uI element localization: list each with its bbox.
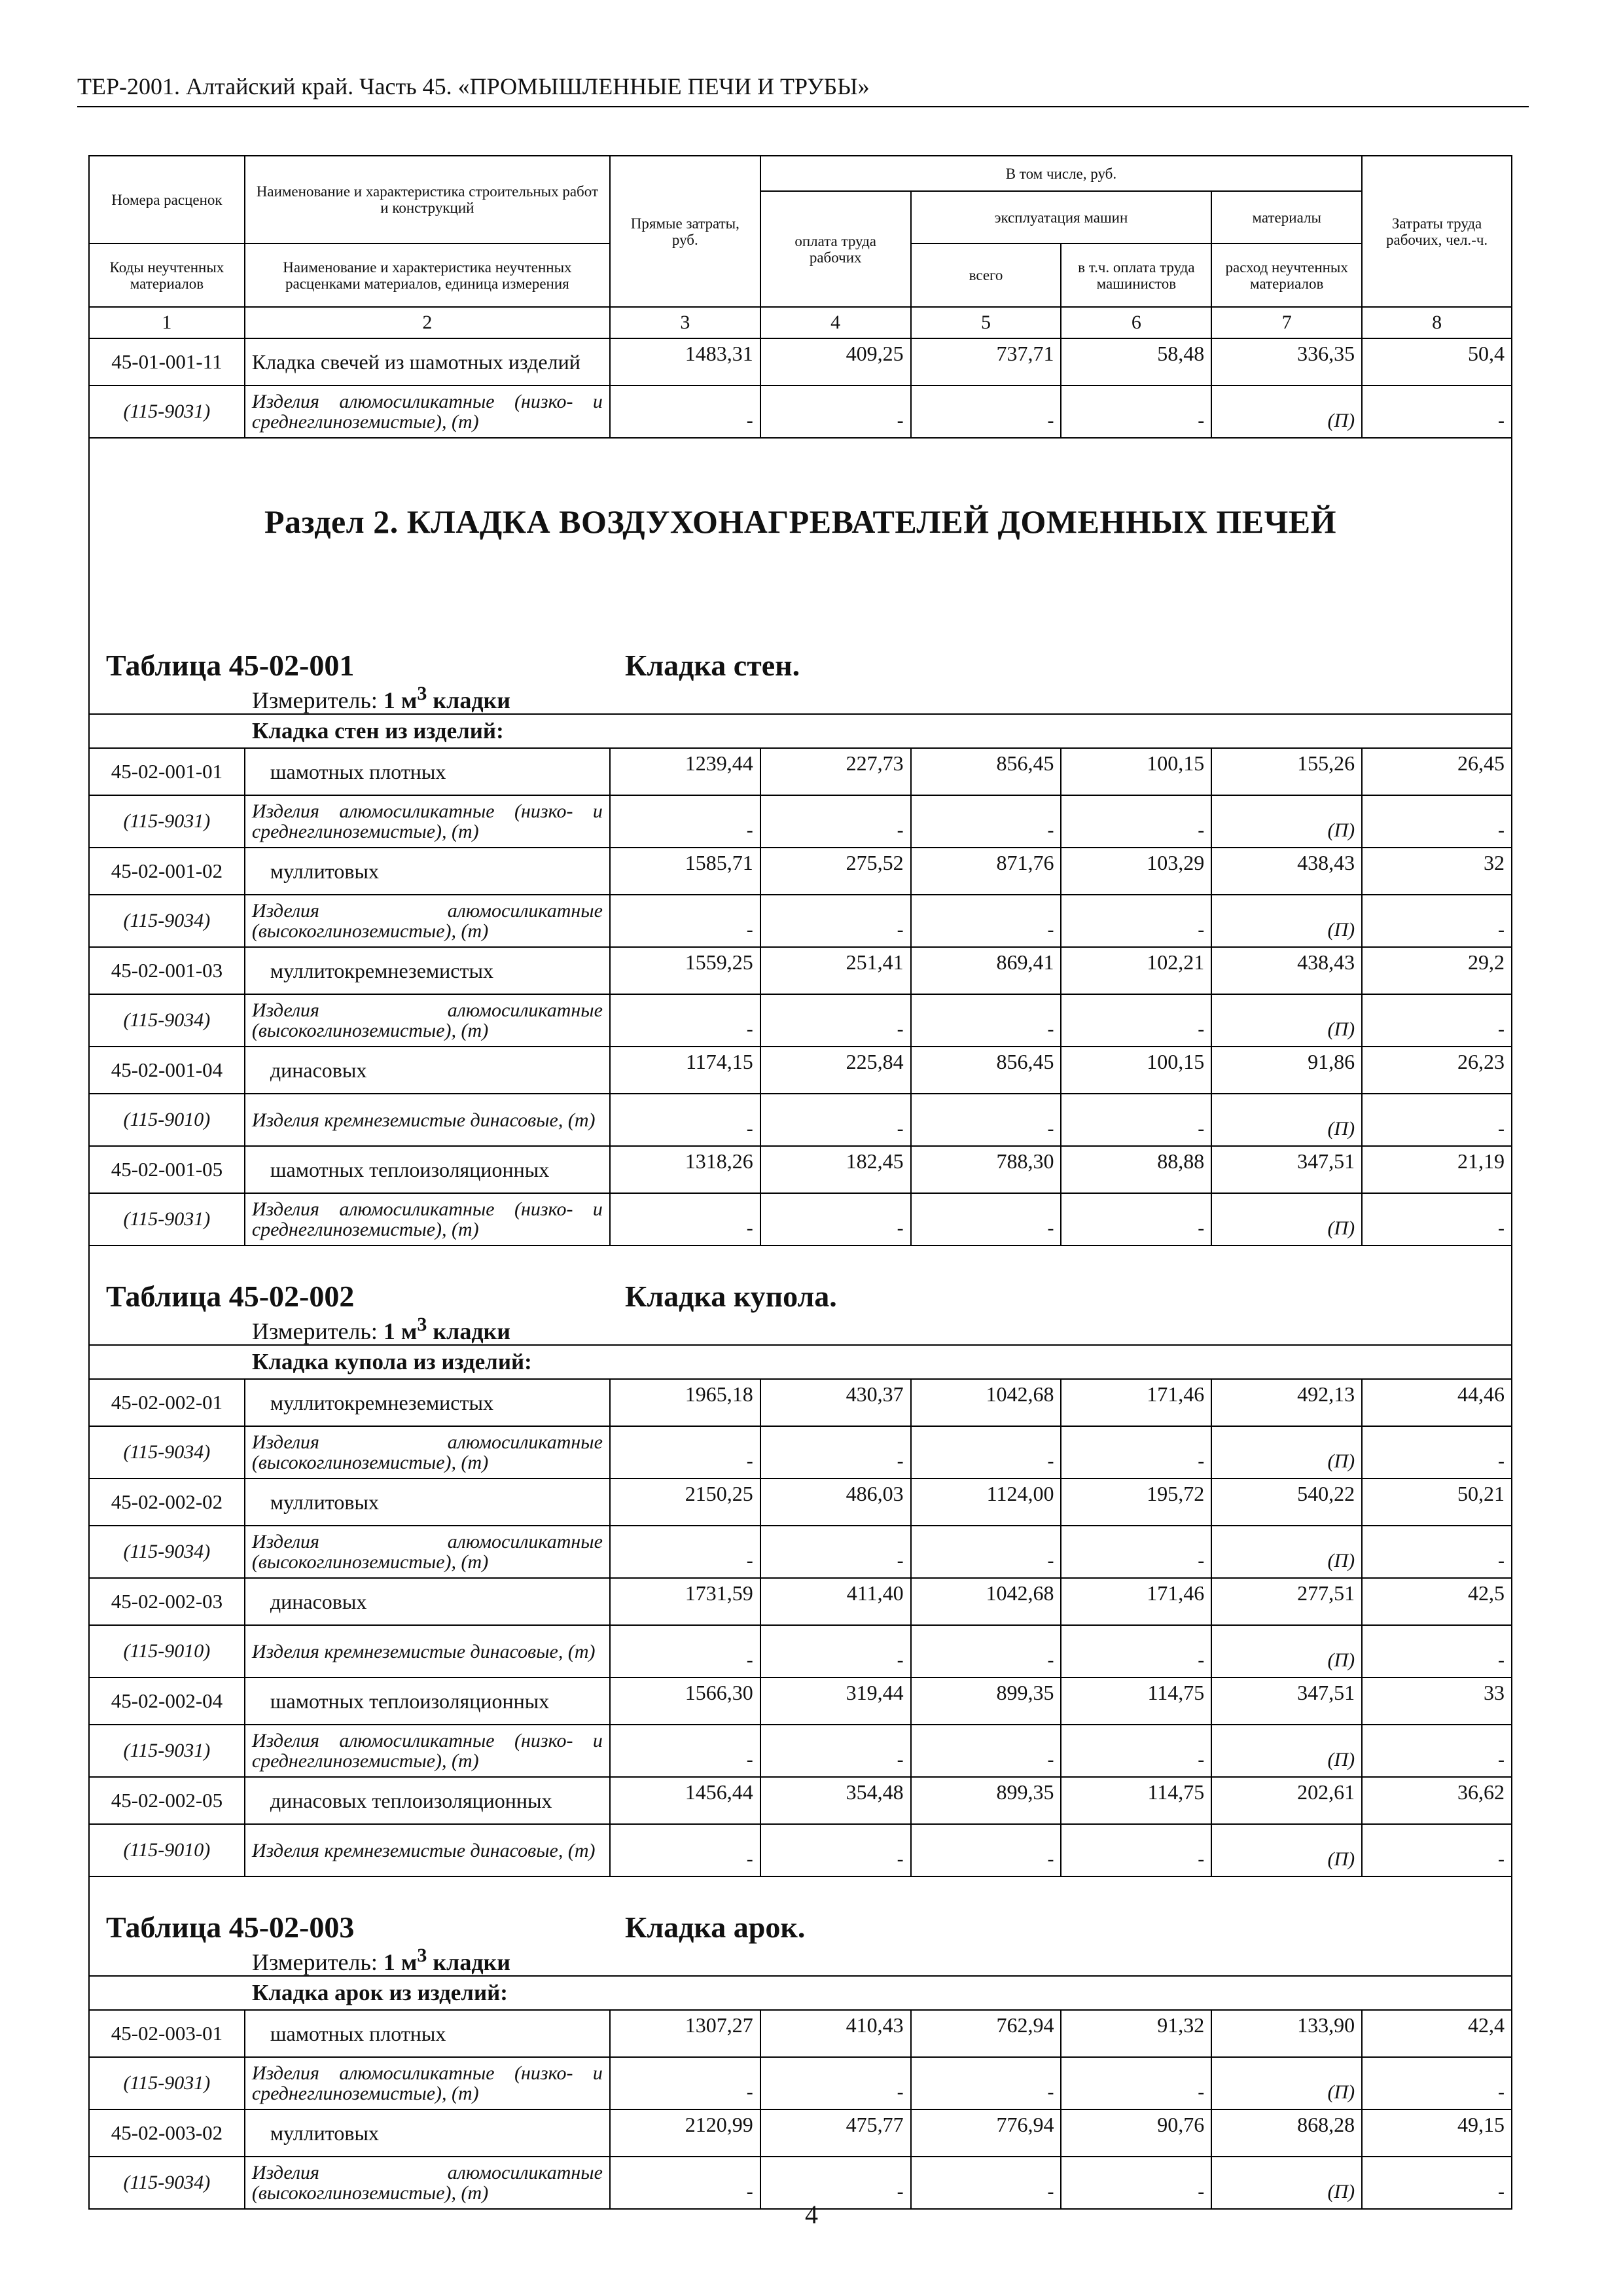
material-value: -: [911, 795, 1061, 848]
rate-code: 45-02-001-05: [89, 1146, 245, 1193]
work-name: шамотных теплоизоляционных: [245, 1677, 610, 1725]
value-machine-total: 762,94: [911, 2010, 1061, 2057]
value-machine-total: 899,35: [911, 1677, 1061, 1725]
material-value: (П): [1211, 895, 1362, 947]
material-value: -: [911, 1426, 1061, 1479]
material-value: -: [1061, 1193, 1211, 1246]
header-work-name: Наименование и характеристика строительных работ и конструкций: [245, 156, 610, 243]
table-title-row: [89, 1246, 1512, 1345]
table-row: [89, 1146, 1512, 1193]
material-code: (115-9010): [89, 1094, 245, 1146]
value-machine-total: 899,35: [911, 1777, 1061, 1824]
value-machinist-pay: 195,72: [1061, 1479, 1211, 1526]
value-materials: 347,51: [1211, 1146, 1362, 1193]
meter-superscript: 3: [417, 1945, 427, 1966]
value-machinist-pay: 171,46: [1061, 1578, 1211, 1625]
material-value: -: [1061, 1426, 1211, 1479]
work-name: муллитовых: [245, 1479, 610, 1526]
work-name: динасовых: [245, 1047, 610, 1094]
header-incl-machinist-pay: в т.ч. оплата труда машинистов: [1061, 243, 1211, 307]
rate-code: 45-02-003-02: [89, 2109, 245, 2157]
material-value: -: [1362, 895, 1512, 947]
material-code: (115-9031): [89, 1193, 245, 1246]
value-machinist-pay: 90,76: [1061, 2109, 1211, 2157]
table-title-band: [89, 438, 1512, 714]
value-labor-pay: 411,40: [760, 1578, 911, 1625]
col-number: 8: [1362, 307, 1512, 338]
value-direct-costs: 1239,44: [610, 748, 760, 795]
material-value: -: [1362, 1824, 1512, 1876]
header-unaccounted-materials: расход неучтенных материалов: [1211, 243, 1362, 307]
table-number: Таблица 45-02-003: [106, 1910, 355, 1944]
value-labor-hours: 49,15: [1362, 2109, 1512, 2157]
value-labor-pay: 475,77: [760, 2109, 911, 2157]
rate-code: 45-02-002-02: [89, 1479, 245, 1526]
material-code: (115-9010): [89, 1824, 245, 1876]
table-row: [89, 2010, 1512, 2057]
value-machinist-pay: 114,75: [1061, 1777, 1211, 1824]
value-labor-pay: 275,52: [760, 848, 911, 895]
value-machine-total: 1042,68: [911, 1578, 1061, 1625]
section-title: Раздел 2. КЛАДКА ВОЗДУХОНАГРЕВАТЕЛЕЙ ДОМЕННЫХ ПЕЧЕЙ: [264, 503, 1337, 540]
value-materials: 438,43: [1211, 947, 1362, 994]
table-title-row: [89, 1876, 1512, 1976]
rate-code: 45-02-003-01: [89, 2010, 245, 2057]
value-labor-pay: 319,44: [760, 1677, 911, 1725]
value-direct-costs: 1585,71: [610, 848, 760, 895]
value-labor-hours: 26,23: [1362, 1047, 1512, 1094]
material-value: -: [1061, 795, 1211, 848]
group-row: [89, 1345, 1512, 1379]
rate-code: 45-02-002-04: [89, 1677, 245, 1725]
value-machinist-pay: 100,15: [1061, 1047, 1211, 1094]
col-number: 2: [245, 307, 610, 338]
material-value: -: [610, 895, 760, 947]
value-direct-costs: 1174,15: [610, 1047, 760, 1094]
material-value: -: [610, 1426, 760, 1479]
value-labor-hours: 36,62: [1362, 1777, 1512, 1824]
material-value: -: [610, 1725, 760, 1777]
meter-unit-text: кладки: [427, 1949, 511, 1975]
table-row: [89, 1379, 1512, 1426]
table-row: [89, 947, 1512, 994]
material-value: -: [1061, 895, 1211, 947]
meter-unit: [383, 683, 511, 713]
value-direct-costs: 1559,25: [610, 947, 760, 994]
material-value: -: [911, 1625, 1061, 1677]
work-name: динасовых: [245, 1578, 610, 1625]
material-value: -: [1362, 1193, 1512, 1246]
work-name: шамотных плотных: [245, 2010, 610, 2057]
rates-table: [88, 155, 1512, 2210]
material-row: [89, 2057, 1512, 2109]
material-row: [89, 1094, 1512, 1146]
meter-value: 1 м: [383, 1949, 418, 1975]
material-code: (115-9031): [89, 795, 245, 848]
header-material-name: Наименование и характеристика неучтенных расценками материалов, единица измерения: [245, 243, 610, 307]
value-machine-total: 1042,68: [911, 1379, 1061, 1426]
value-machinist-pay: 91,32: [1061, 2010, 1211, 2057]
table-number: Таблица 45-02-002: [106, 1280, 355, 1313]
material-value: -: [1362, 1426, 1512, 1479]
value-machine-total: 856,45: [911, 1047, 1061, 1094]
table-row: [89, 748, 1512, 795]
material-value: -: [911, 1725, 1061, 1777]
header-including: В том числе, руб.: [760, 156, 1362, 191]
material-row: [89, 1426, 1512, 1479]
value-materials: 438,43: [1211, 848, 1362, 895]
value-labor-hours: 42,5: [1362, 1578, 1512, 1625]
material-value: -: [610, 1824, 760, 1876]
value-machine-total: 856,45: [911, 748, 1061, 795]
material-value: -: [1061, 1824, 1211, 1876]
material-row: [89, 1526, 1512, 1578]
value-machine-total: 869,41: [911, 947, 1061, 994]
material-value: -: [760, 1094, 911, 1146]
material-value: (П): [1211, 1094, 1362, 1146]
header-machine-operation: эксплуатация машин: [911, 191, 1212, 243]
value-materials: 202,61: [1211, 1777, 1362, 1824]
meter-value: 1 м: [383, 1318, 418, 1344]
work-name: шамотных теплоизоляционных: [245, 1146, 610, 1193]
material-value: -: [610, 795, 760, 848]
material-name: Изделия кремнеземистые динасовые, (т): [245, 1824, 610, 1876]
material-name: Изделия кремнеземистые динасовые, (т): [245, 1094, 610, 1146]
table-meter: [252, 683, 510, 714]
material-value: -: [1061, 1526, 1211, 1578]
material-value: -: [1061, 994, 1211, 1047]
material-row: [89, 994, 1512, 1047]
material-value: -: [911, 994, 1061, 1047]
table-title-band: [89, 1876, 1512, 1976]
material-value: (П): [1211, 1193, 1362, 1246]
meter-label: Измеритель:: [252, 687, 378, 713]
table-number: Таблица 45-02-001: [106, 649, 355, 682]
work-name: муллитокремнеземистых: [245, 1379, 610, 1426]
value-labor-pay: 354,48: [760, 1777, 911, 1824]
header-labor-pay: оплата труда рабочих: [760, 191, 911, 307]
group-heading: Кладка стен из изделий:: [89, 714, 1512, 748]
material-value: -: [1362, 2157, 1512, 2209]
material-value: -: [610, 1625, 760, 1677]
material-value: (П): [1211, 1824, 1362, 1876]
value-labor-hours: 44,46: [1362, 1379, 1512, 1426]
material-value: -: [1061, 386, 1211, 438]
material-value: -: [760, 2157, 911, 2209]
value-materials: 133,90: [1211, 2010, 1362, 2057]
work-name: муллитовых: [245, 2109, 610, 2157]
material-name: Изделия алюмосиликатные (высокоглиноземистые), (т): [245, 1526, 610, 1578]
material-value: -: [760, 994, 911, 1047]
value-machine-total: 788,30: [911, 1146, 1061, 1193]
material-value: -: [911, 895, 1061, 947]
material-row: [89, 386, 1512, 438]
material-value: -: [1362, 1094, 1512, 1146]
value-labor-pay: 227,73: [760, 748, 911, 795]
table-title: Кладка арок.: [625, 1910, 806, 1944]
material-value: -: [760, 2057, 911, 2109]
material-value: (П): [1211, 386, 1362, 438]
header-total: всего: [911, 243, 1061, 307]
material-value: -: [1362, 795, 1512, 848]
rate-code: 45-02-002-05: [89, 1777, 245, 1824]
meter-label: Измеритель:: [252, 1318, 378, 1344]
value-materials: 336,35: [1211, 338, 1362, 386]
rate-code: 45-02-001-02: [89, 848, 245, 895]
meter-unit: [383, 1314, 511, 1344]
value-labor-pay: 251,41: [760, 947, 911, 994]
header-materials: материалы: [1211, 191, 1362, 243]
table-title-band: [89, 1246, 1512, 1345]
material-value: -: [911, 2057, 1061, 2109]
value-machine-total: 776,94: [911, 2109, 1061, 2157]
rate-code: 45-02-001-01: [89, 748, 245, 795]
value-machinist-pay: 100,15: [1061, 748, 1211, 795]
table-row: [89, 848, 1512, 895]
col-number: 5: [911, 307, 1061, 338]
value-machinist-pay: 171,46: [1061, 1379, 1211, 1426]
value-direct-costs: 1456,44: [610, 1777, 760, 1824]
table-row: [89, 1047, 1512, 1094]
material-row: [89, 795, 1512, 848]
rate-code: 45-02-001-03: [89, 947, 245, 994]
material-code: (115-9031): [89, 1725, 245, 1777]
material-value: -: [1362, 2057, 1512, 2109]
value-machine-total: 737,71: [911, 338, 1061, 386]
material-value: (П): [1211, 994, 1362, 1047]
value-labor-pay: 430,37: [760, 1379, 911, 1426]
work-name: муллитокремнеземистых: [245, 947, 610, 994]
value-direct-costs: 2150,25: [610, 1479, 760, 1526]
material-name: Изделия алюмосиликатные (низко- и среднеглиноземистые), (т): [245, 795, 610, 848]
material-value: -: [1061, 1625, 1211, 1677]
material-row: [89, 1193, 1512, 1246]
material-name: Изделия алюмосиликатные (высокоглиноземистые), (т): [245, 895, 610, 947]
meter-superscript: 3: [417, 1314, 427, 1335]
value-materials: 540,22: [1211, 1479, 1362, 1526]
value-materials: 155,26: [1211, 748, 1362, 795]
value-machine-total: 871,76: [911, 848, 1061, 895]
material-code: (115-9034): [89, 1526, 245, 1578]
value-labor-hours: 50,21: [1362, 1479, 1512, 1526]
value-labor-hours: 42,4: [1362, 2010, 1512, 2057]
material-name: Изделия алюмосиликатные (низко- и среднеглиноземистые), (т): [245, 386, 610, 438]
material-value: -: [610, 994, 760, 1047]
table-row: [89, 1777, 1512, 1824]
value-direct-costs: 1483,31: [610, 338, 760, 386]
value-direct-costs: 1307,27: [610, 2010, 760, 2057]
value-machinist-pay: 114,75: [1061, 1677, 1211, 1725]
material-row: [89, 1625, 1512, 1677]
material-value: -: [760, 1824, 911, 1876]
value-direct-costs: 2120,99: [610, 2109, 760, 2157]
page-number: 4: [805, 2200, 818, 2229]
material-value: -: [760, 1625, 911, 1677]
table-row: [89, 1479, 1512, 1526]
material-value: -: [610, 1526, 760, 1578]
value-machine-total: 1124,00: [911, 1479, 1061, 1526]
material-value: -: [911, 1193, 1061, 1246]
meter-label: Измеритель:: [252, 1949, 378, 1975]
material-value: -: [760, 1426, 911, 1479]
work-name: динасовых теплоизоляционных: [245, 1777, 610, 1824]
meter-value: 1 м: [383, 687, 418, 713]
table-row: [89, 1677, 1512, 1725]
value-labor-hours: 50,4: [1362, 338, 1512, 386]
value-machinist-pay: 88,88: [1061, 1146, 1211, 1193]
material-row: [89, 895, 1512, 947]
value-labor-hours: 21,19: [1362, 1146, 1512, 1193]
meter-unit: [383, 1945, 511, 1975]
meter-unit-text: кладки: [427, 687, 511, 713]
header-material-codes: Коды неучтенных материалов: [89, 243, 245, 307]
material-value: -: [610, 2057, 760, 2109]
material-value: -: [911, 386, 1061, 438]
value-labor-hours: 29,2: [1362, 947, 1512, 994]
material-value: -: [760, 1526, 911, 1578]
header-labor-hours: Затраты труда рабочих, чел.-ч.: [1362, 156, 1512, 307]
group-heading: Кладка арок из изделий:: [89, 1976, 1512, 2010]
material-name: Изделия алюмосиликатные (низко- и среднеглиноземистые), (т): [245, 1725, 610, 1777]
material-value: (П): [1211, 795, 1362, 848]
table-row: [89, 1578, 1512, 1625]
table-title: Кладка стен.: [625, 649, 800, 682]
col-number: 4: [760, 307, 911, 338]
material-value: -: [760, 386, 911, 438]
material-code: (115-9010): [89, 1625, 245, 1677]
material-value: (П): [1211, 2057, 1362, 2109]
material-value: -: [610, 386, 760, 438]
material-value: -: [911, 1824, 1061, 1876]
value-direct-costs: 1965,18: [610, 1379, 760, 1426]
material-value: -: [610, 2157, 760, 2209]
material-value: -: [760, 1725, 911, 1777]
value-materials: 868,28: [1211, 2109, 1362, 2157]
material-value: (П): [1211, 1526, 1362, 1578]
group-heading: Кладка купола из изделий:: [89, 1345, 1512, 1379]
material-value: -: [1362, 1526, 1512, 1578]
material-value: -: [1362, 994, 1512, 1047]
material-value: -: [1061, 1725, 1211, 1777]
value-direct-costs: 1731,59: [610, 1578, 760, 1625]
material-name: Изделия алюмосиликатные (высокоглиноземистые), (т): [245, 2157, 610, 2209]
value-materials: 277,51: [1211, 1578, 1362, 1625]
material-value: (П): [1211, 1725, 1362, 1777]
header-direct-costs: Прямые затраты, руб.: [610, 156, 760, 307]
material-value: (П): [1211, 1625, 1362, 1677]
material-value: -: [610, 1193, 760, 1246]
table-title-row: [89, 438, 1512, 714]
material-code: (115-9034): [89, 2157, 245, 2209]
material-code: (115-9034): [89, 1426, 245, 1479]
material-value: -: [1362, 386, 1512, 438]
value-labor-hours: 26,45: [1362, 748, 1512, 795]
header-rate-numbers: Номера расценок: [89, 156, 245, 243]
rate-code: 45-02-002-01: [89, 1379, 245, 1426]
value-direct-costs: 1566,30: [610, 1677, 760, 1725]
meter-superscript: 3: [417, 683, 427, 704]
material-code: (115-9031): [89, 2057, 245, 2109]
material-value: -: [760, 1193, 911, 1246]
material-value: -: [1362, 1725, 1512, 1777]
material-name: Изделия кремнеземистые динасовые, (т): [245, 1625, 610, 1677]
value-labor-pay: 409,25: [760, 338, 911, 386]
meter-unit-text: кладки: [427, 1318, 511, 1344]
value-direct-costs: 1318,26: [610, 1146, 760, 1193]
material-value: -: [610, 1094, 760, 1146]
value-labor-pay: 410,43: [760, 2010, 911, 2057]
rate-code: 45-01-001-11: [89, 338, 245, 386]
material-name: Изделия алюмосиликатные (низко- и среднеглиноземистые), (т): [245, 1193, 610, 1246]
table-meter: [252, 1314, 510, 1345]
material-value: -: [760, 895, 911, 947]
material-value: -: [1061, 2157, 1211, 2209]
table-title: Кладка купола.: [625, 1280, 837, 1313]
col-number: 6: [1061, 307, 1211, 338]
material-value: -: [1362, 1625, 1512, 1677]
material-value: -: [911, 2157, 1061, 2209]
table-row: [89, 338, 1512, 386]
value-materials: 91,86: [1211, 1047, 1362, 1094]
material-code: (115-9034): [89, 895, 245, 947]
value-labor-pay: 225,84: [760, 1047, 911, 1094]
group-row: [89, 1976, 1512, 2010]
material-value: (П): [1211, 1426, 1362, 1479]
material-value: -: [911, 1094, 1061, 1146]
table-meter: [252, 1945, 510, 1976]
rate-code: 45-02-002-03: [89, 1578, 245, 1625]
work-name: муллитовых: [245, 848, 610, 895]
material-code: (115-9034): [89, 994, 245, 1047]
group-row: [89, 714, 1512, 748]
value-materials: 492,13: [1211, 1379, 1362, 1426]
table-row: [89, 2109, 1512, 2157]
material-value: -: [1061, 2057, 1211, 2109]
value-materials: 347,51: [1211, 1677, 1362, 1725]
value-machinist-pay: 103,29: [1061, 848, 1211, 895]
material-value: -: [1061, 1094, 1211, 1146]
rate-code: 45-02-001-04: [89, 1047, 245, 1094]
material-name: Изделия алюмосиликатные (высокоглиноземистые), (т): [245, 994, 610, 1047]
value-machinist-pay: 102,21: [1061, 947, 1211, 994]
col-number: 7: [1211, 307, 1362, 338]
material-value: (П): [1211, 2157, 1362, 2209]
work-name: шамотных плотных: [245, 748, 610, 795]
col-number: 1: [89, 307, 245, 338]
material-row: [89, 1824, 1512, 1876]
value-labor-pay: 486,03: [760, 1479, 911, 1526]
col-number: 3: [610, 307, 760, 338]
work-name: Кладка свечей из шамотных изделий: [245, 338, 610, 386]
value-machinist-pay: 58,48: [1061, 338, 1211, 386]
material-value: -: [911, 1526, 1061, 1578]
value-labor-hours: 32: [1362, 848, 1512, 895]
page-header: ТЕР-2001. Алтайский край. Часть 45. «ПРОМЫШЛЕННЫЕ ПЕЧИ И ТРУБЫ»: [77, 71, 1529, 107]
material-row: [89, 1725, 1512, 1777]
material-value: -: [760, 795, 911, 848]
material-code: (115-9031): [89, 386, 245, 438]
value-labor-hours: 33: [1362, 1677, 1512, 1725]
material-name: Изделия алюмосиликатные (низко- и среднеглиноземистые), (т): [245, 2057, 610, 2109]
material-name: Изделия алюмосиликатные (высокоглиноземистые), (т): [245, 1426, 610, 1479]
value-labor-pay: 182,45: [760, 1146, 911, 1193]
